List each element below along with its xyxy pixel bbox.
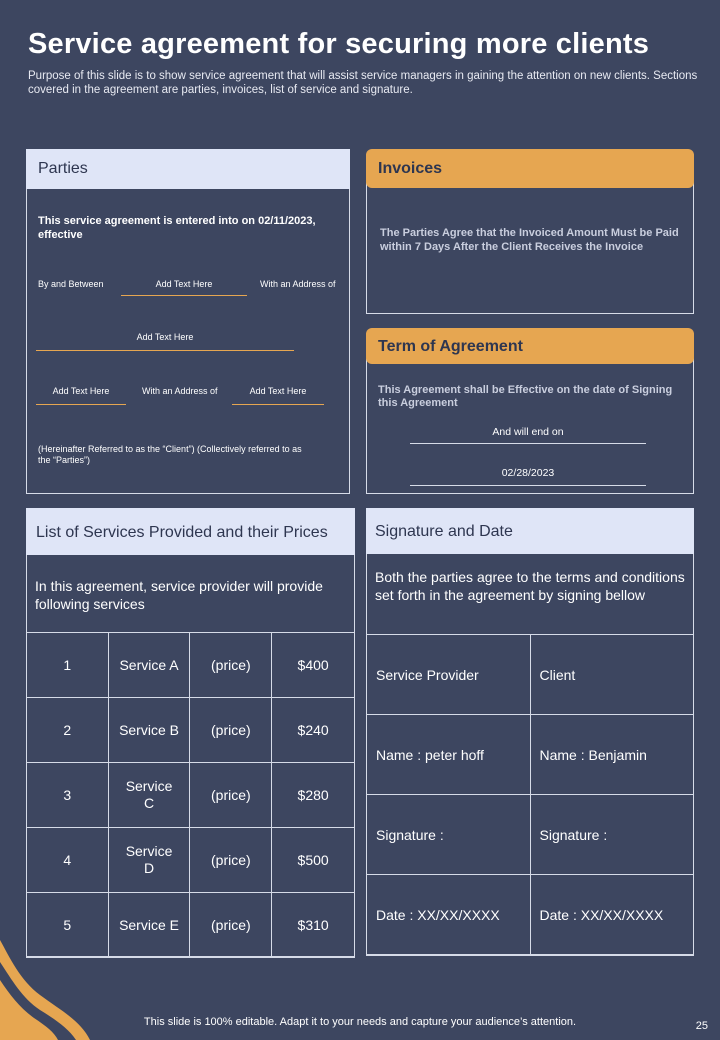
term-body: This Agreement shall be Effective on the date of Signing this Agreement: [378, 384, 673, 409]
service-number: 5: [27, 893, 109, 958]
with-address-label-2: With an Address of: [142, 386, 218, 396]
invoices-body: The Parties Agree that the Invoiced Amount Must be Paid within 7 Days After the Client Receives the Invoice: [380, 227, 679, 253]
term-end-label: And will end on: [492, 426, 564, 438]
add-text-underline-1: [121, 295, 247, 296]
term-heading: Term of Agreement: [378, 338, 523, 355]
service-price-label: (price): [190, 633, 272, 698]
add-text-underline-4: [232, 404, 324, 405]
signature-cell-left: Service Provider: [367, 635, 531, 715]
term-end-date: 02/28/2023: [501, 467, 555, 479]
service-number: 2: [27, 698, 109, 763]
parties-box: [26, 149, 350, 494]
add-text-field-2[interactable]: Add Text Here: [136, 332, 194, 342]
service-name: Service B: [108, 698, 190, 763]
signature-cell-left: Signature :: [367, 795, 531, 875]
page-subtitle: Purpose of this slide is to show service agreement that will assist service managers in gaining the attention on new clients. Sections covered in the agreement are parties, invoices, list of service and signature.: [28, 70, 698, 96]
page-number: 25: [695, 1020, 708, 1032]
term-date-underline: [410, 485, 646, 486]
service-number: 4: [27, 828, 109, 893]
table-row: [367, 795, 694, 875]
service-price: $310: [272, 893, 355, 958]
service-price: $500: [272, 828, 355, 893]
signature-heading: Signature and Date: [375, 523, 513, 540]
parties-intro: This service agreement is entered into on 02/11/2023, effective: [38, 215, 316, 241]
service-name: [108, 828, 190, 893]
parties-header: [26, 149, 350, 189]
signature-intro: Both the parties agree to the terms and conditions set forth in the agreement by signing bellow: [375, 569, 685, 603]
add-text-underline-2: [36, 350, 294, 351]
signature-cell-right: Date : XX/XX/XXXX: [530, 875, 694, 955]
add-text-underline-3: [36, 404, 126, 405]
service-price: $400: [272, 633, 355, 698]
signature-cell-left: Date : XX/XX/XXXX: [367, 875, 531, 955]
table-row: [27, 763, 355, 828]
with-address-label-1: With an Address of: [260, 279, 336, 289]
add-text-field-3[interactable]: Add Text Here: [52, 386, 110, 396]
signature-header: [366, 508, 694, 554]
service-price-label: (price): [190, 828, 272, 893]
page-title: Service agreement for securing more clients: [28, 28, 650, 60]
parties-heading: Parties: [38, 160, 88, 177]
services-header: [26, 508, 355, 555]
service-name: [108, 763, 190, 828]
service-price-label: (price): [190, 893, 272, 958]
table-row: [27, 633, 355, 698]
service-price-label: (price): [190, 698, 272, 763]
signature-cell-left: Name : peter hoff: [367, 715, 531, 795]
term-header: [366, 328, 694, 364]
footer-note: This slide is 100% editable. Adapt it to your needs and capture your audience’s attention.: [143, 1016, 577, 1028]
invoices-heading: Invoices: [378, 160, 443, 177]
table-row: [367, 875, 694, 955]
service-price: $240: [272, 698, 355, 763]
service-price-label: (price): [190, 763, 272, 828]
table-row: [27, 893, 355, 958]
table-row: [27, 828, 355, 893]
signature-cell-right: Name : Benjamin: [530, 715, 694, 795]
table-row: [367, 635, 694, 715]
services-heading: List of Services Provided and their Prices: [36, 524, 328, 541]
term-end-underline: [410, 443, 646, 444]
table-row: [27, 698, 355, 763]
signature-table: [366, 634, 694, 955]
service-number: 1: [27, 633, 109, 698]
service-number: 3: [27, 763, 109, 828]
service-name-text: Service C: [125, 778, 173, 811]
add-text-field-1[interactable]: Add Text Here: [155, 279, 213, 289]
service-name: Service E: [108, 893, 190, 958]
by-between-label: By and Between: [38, 279, 104, 289]
signature-cell-right: Client: [530, 635, 694, 715]
add-text-field-4[interactable]: Add Text Here: [249, 386, 307, 396]
parties-note: (Hereinafter Referred to as the “Client”) (Collectively referred to as the “Parties”): [38, 444, 302, 465]
services-intro: In this agreement, service provider will provide following services: [35, 578, 323, 612]
service-price: $280: [272, 763, 355, 828]
services-table: [26, 632, 355, 958]
table-row: [367, 715, 694, 795]
invoices-header: [366, 149, 694, 188]
service-name-text: Service D: [125, 843, 173, 876]
service-name: Service A: [108, 633, 190, 698]
signature-cell-right: Signature :: [530, 795, 694, 875]
